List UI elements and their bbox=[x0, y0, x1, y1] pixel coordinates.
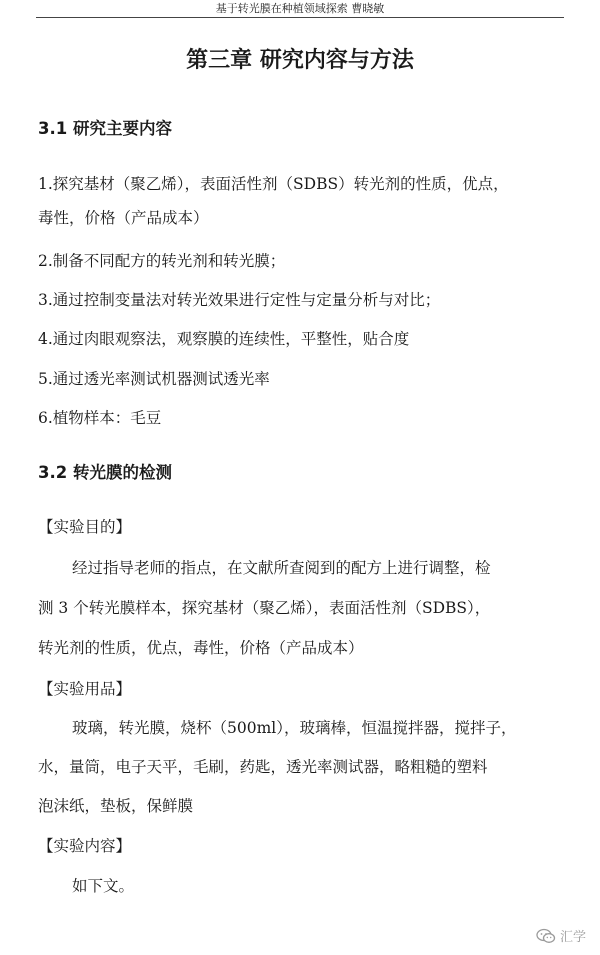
supplies-line: 泡沫纸，垫板，保鲜膜 bbox=[38, 797, 194, 815]
section-title-3-1: 3.1 研究主要内容 bbox=[38, 119, 172, 138]
content-heading: 【实验内容】 bbox=[38, 837, 132, 855]
supplies-heading: 【实验用品】 bbox=[38, 680, 132, 698]
section-title-3-2: 3.2 转光膜的检测 bbox=[38, 463, 172, 482]
chapter-title: 第三章 研究内容与方法 bbox=[186, 48, 414, 73]
purpose-line: 转光剂的性质，优点，毒性，价格（产品成本） bbox=[38, 639, 364, 657]
watermark-text: 汇学 bbox=[559, 930, 586, 945]
content-line: 4.通过肉眼观察法，观察膜的连续性，平整性，贴合度 bbox=[38, 330, 410, 348]
page-header: 基于转光膜在种植领域探索 曹晓敏 bbox=[215, 2, 385, 15]
purpose-line: 经过指导老师的指点，在文献所查阅到的配方上进行调整，检 bbox=[72, 559, 491, 577]
wechat-icon bbox=[536, 928, 556, 944]
content-line: 如下文。 bbox=[72, 877, 135, 895]
watermark bbox=[536, 926, 586, 945]
content-line: 5.通过透光率测试机器测试透光率 bbox=[38, 370, 270, 388]
content-line: 1.探究基材（聚乙烯），表面活性剂（SDBS）转光剂的性质，优点， bbox=[38, 175, 509, 193]
purpose-line: 测 3 个转光膜样本，探究基材（聚乙烯），表面活性剂（SDBS）， bbox=[38, 599, 491, 617]
header-rule bbox=[36, 17, 564, 18]
supplies-line: 玻璃，转光膜，烧杯（500ml），玻璃棒，恒温搅拌器，搅拌子， bbox=[72, 719, 517, 737]
content-line: 2.制备不同配方的转光剂和转光膜； bbox=[38, 252, 286, 270]
purpose-heading: 【实验目的】 bbox=[38, 518, 132, 536]
content-line: 毒性，价格（产品成本） bbox=[38, 209, 209, 227]
supplies-line: 水，量筒，电子天平，毛刷，药匙，透光率测试器，略粗糙的塑料 bbox=[38, 758, 488, 776]
content-line: 3.通过控制变量法对转光效果进行定性与定量分析与对比； bbox=[38, 291, 441, 309]
content-line: 6.植物样本：毛豆 bbox=[38, 409, 162, 427]
